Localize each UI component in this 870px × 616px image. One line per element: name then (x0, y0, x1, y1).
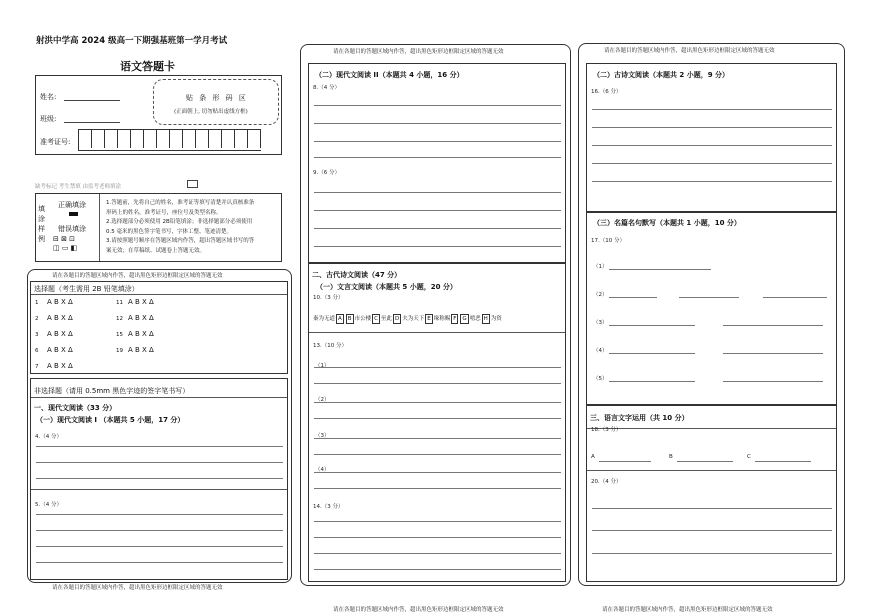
answer-blank[interactable] (609, 297, 657, 298)
answer-line[interactable] (592, 530, 832, 531)
answer-line[interactable] (592, 127, 832, 128)
choice-section (30, 281, 288, 374)
choice-row-19[interactable]: 19 A B X Δ (116, 346, 154, 354)
answer-line[interactable] (314, 157, 561, 158)
wrong-fill-label: 错误填涂 (58, 225, 86, 233)
non-choice-left (30, 378, 288, 580)
q10-label: 10.（3 分） (313, 295, 344, 301)
non-choice-title: 非选择题（请用 0.5mm 黑色字迹的签字笔书写） (34, 387, 190, 395)
warning-right-top: 请在各题目的答题区域内作答，超出黑色矩形边框限定区域的答题无效 (604, 48, 775, 54)
choice-row-15[interactable]: 15 A B X Δ (116, 330, 154, 338)
answer-blank[interactable] (609, 353, 695, 354)
answer-blank[interactable] (599, 461, 651, 462)
q13-label: 13.（10 分） (313, 343, 347, 349)
answer-line[interactable] (314, 472, 561, 473)
classical-reading (308, 263, 566, 582)
student-info-box (35, 75, 282, 155)
q14-label: 14.（3 分） (313, 504, 344, 510)
absent-mark-note: 缺考标记 考生禁填 由监考老师填涂 (35, 184, 121, 190)
q5-label: 5.（4 分） (35, 502, 62, 508)
q8-label: 8.（4 分） (313, 85, 340, 91)
language-use-section (586, 405, 837, 582)
class-field[interactable] (64, 113, 120, 123)
q17-label: 17.（10 分） (591, 238, 625, 244)
choice-row-3[interactable]: 3 A B X Δ (35, 330, 73, 338)
warning-left-top: 请在各题目的答题区域内作答，超出黑色矩形边框限定区域的答题无效 (52, 273, 223, 279)
q10-box-g[interactable]: G (462, 316, 467, 322)
q10-box-b[interactable]: B (347, 316, 352, 322)
answer-line[interactable] (314, 228, 561, 229)
name-label: 姓名: (40, 93, 57, 101)
answer-line[interactable] (592, 145, 832, 146)
choice-row-7[interactable]: 7 A B X Δ (35, 362, 73, 370)
answer-line[interactable] (592, 508, 832, 509)
wrong-fill-icons: ⊟ ⊠ ⊡ (53, 235, 76, 243)
warning-middle-bottom: 请在各题目的答题区域内作答，超出黑色矩形边框限定区域的答题无效 (333, 607, 504, 613)
q13-part-1: （1） (315, 363, 330, 369)
absent-mark-box[interactable] (187, 180, 198, 188)
answer-line[interactable] (36, 446, 283, 447)
q17-part-5: （5） (593, 376, 608, 382)
q10-box-a[interactable]: A (338, 316, 342, 322)
warning-left-bottom: 请在各题目的答题区域内作答，超出黑色矩形边框限定区域的答题无效 (52, 585, 223, 591)
q17-part-3: （3） (593, 320, 608, 326)
answer-line[interactable] (36, 514, 283, 515)
q10-box-e[interactable]: E (427, 316, 431, 322)
q18-option-b: B (669, 454, 673, 460)
warning-right-bottom: 请在各题目的答题区域内作答，超出黑色矩形边框限定区域的答题无效 (602, 607, 773, 613)
answer-line[interactable] (592, 553, 832, 554)
answer-line[interactable] (314, 438, 561, 439)
q13-part-4: （4） (315, 467, 330, 473)
answer-line[interactable] (314, 402, 561, 403)
poem-subsection-title: （二）古诗文阅读（本题共 2 小题，9 分） (593, 71, 730, 79)
classical-subsection-title: （一）文言文阅读（本题共 5 小题，20 分） (316, 283, 457, 291)
answer-line[interactable] (314, 488, 561, 489)
q4-label: 4.（4 分） (35, 434, 62, 440)
q17-part-4: （4） (593, 348, 608, 354)
answer-line[interactable] (36, 546, 283, 547)
answer-line[interactable] (314, 192, 561, 193)
wrong-fill-icons-2: ◫ ▭ ◧ (53, 244, 78, 252)
warning-middle-top: 请在各题目的答题区域内作答，超出黑色矩形边框限定区域的答题无效 (333, 49, 504, 55)
answer-line[interactable] (314, 553, 561, 554)
answer-line[interactable] (36, 530, 283, 531)
answer-line[interactable] (314, 246, 561, 247)
answer-line[interactable] (36, 478, 283, 479)
choice-row-1[interactable]: 1 A B X Δ (35, 298, 73, 306)
q13-part-3: （3） (315, 433, 330, 439)
answer-line[interactable] (314, 210, 561, 211)
answer-line[interactable] (314, 367, 561, 368)
filling-sample-box (35, 193, 282, 262)
answer-blank[interactable] (609, 381, 695, 382)
choice-row-12[interactable]: 12 A B X Δ (116, 314, 154, 322)
q18-label: 18.（3 分） (591, 427, 622, 433)
barcode-area (153, 79, 279, 125)
q18-option-a: A (591, 454, 595, 460)
answer-blank[interactable] (755, 461, 811, 462)
q16-label: 16.（6 分） (591, 89, 622, 95)
q10-box-c[interactable]: C (374, 316, 378, 322)
q13-part-2: （2） (315, 397, 330, 403)
section-1-title: 一、现代文阅读（33 分） (34, 404, 117, 412)
choice-row-2[interactable]: 2 A B X Δ (35, 314, 73, 322)
answer-line[interactable] (314, 569, 561, 570)
correct-fill-icon (69, 212, 78, 216)
subsection-2-title: （二）现代文阅读 II（本题共 4 小题，16 分） (315, 71, 464, 79)
subsection-1-title: （一）现代文阅读 I （本题共 5 小题，17 分） (36, 416, 185, 424)
q17-part-1: （1） (593, 264, 608, 270)
answer-line[interactable] (314, 105, 561, 106)
q10-box-d[interactable]: D (394, 316, 400, 322)
barcode-title: 贴 条 形 码 区 (186, 94, 248, 102)
correct-fill-label: 正确填涂 (58, 201, 86, 209)
section-2-title: 二、古代诗文阅读（47 分） (312, 271, 402, 279)
answer-line[interactable] (592, 109, 832, 110)
answer-line[interactable] (314, 454, 561, 455)
q20-label: 20.（4 分） (591, 479, 622, 485)
answer-blank[interactable] (609, 269, 711, 270)
instructions: 1.答题前，先将自己的姓名，准考证等填写清楚并认真核准条 形码上的姓名，准考证号，座位号及类型名称。 2.选择题部分必须使用 2B铅笔填涂；非选择题部分必须使用 0.5 毫米的黑色签字笔书写，字体工整、笔迹清楚。 3.请按照题号顺序在答题区域内作答，超出答题区域书写的答 案无效；在草稿纸、试题卷上答题无效。 (106, 200, 255, 254)
answer-line[interactable] (314, 141, 561, 142)
answer-line[interactable] (36, 562, 283, 563)
answer-blank[interactable] (763, 297, 827, 298)
answer-blank[interactable] (723, 353, 823, 354)
answer-line[interactable] (314, 537, 561, 538)
answer-line[interactable] (592, 163, 832, 164)
class-label: 班级: (40, 115, 57, 123)
answer-line[interactable] (314, 123, 561, 124)
answer-line[interactable] (314, 521, 561, 522)
answer-blank[interactable] (723, 325, 823, 326)
answer-line[interactable] (314, 418, 561, 419)
choice-title: 选择题（考生需用 2B 铅笔填涂） (34, 285, 139, 293)
answer-line[interactable] (36, 462, 283, 463)
q18-option-c: C (747, 454, 751, 460)
answer-line[interactable] (314, 383, 561, 384)
choice-row-11[interactable]: 11 A B X Δ (116, 298, 154, 306)
q9-label: 9.（6 分） (313, 170, 340, 176)
card-title: 语文答题卡 (120, 60, 175, 73)
answer-blank[interactable] (677, 461, 733, 462)
choice-row-6[interactable]: 6 A B X Δ (35, 346, 73, 354)
section-3-title: 三、语言文字运用（共 10 分） (590, 414, 689, 422)
ancient-poem-section (586, 63, 837, 212)
famous-lines-section (586, 212, 837, 405)
answer-blank[interactable] (723, 381, 823, 382)
q10-box-f[interactable]: F (453, 316, 457, 322)
barcode-note: (正面朝上, 切勿贴出虚线方框) (174, 109, 248, 115)
exam-no-grid[interactable] (78, 129, 261, 151)
school-title: 射洪中学高 2024 级高一下期强基班第一学月考试 (36, 36, 228, 46)
modern-reading-2 (308, 63, 566, 263)
q10-box-h[interactable]: H (483, 316, 488, 322)
answer-blank[interactable] (609, 325, 695, 326)
q10-sentence: 秦为无道 A B 市公楼 C 至此 D 夫为天下 E 缘称赐 F G 嘻恶 H 为资 (313, 316, 502, 322)
answer-blank[interactable] (679, 297, 739, 298)
name-field[interactable] (64, 91, 120, 101)
famous-subsection-title: （三）名篇名句默写（本题共 1 小题，10 分） (593, 219, 741, 227)
q17-part-2: （2） (593, 292, 608, 298)
answer-line[interactable] (592, 181, 832, 182)
sample-side-label: 填 涂 样 例 (38, 205, 45, 243)
exam-no-label: 准考证号: (40, 138, 71, 146)
